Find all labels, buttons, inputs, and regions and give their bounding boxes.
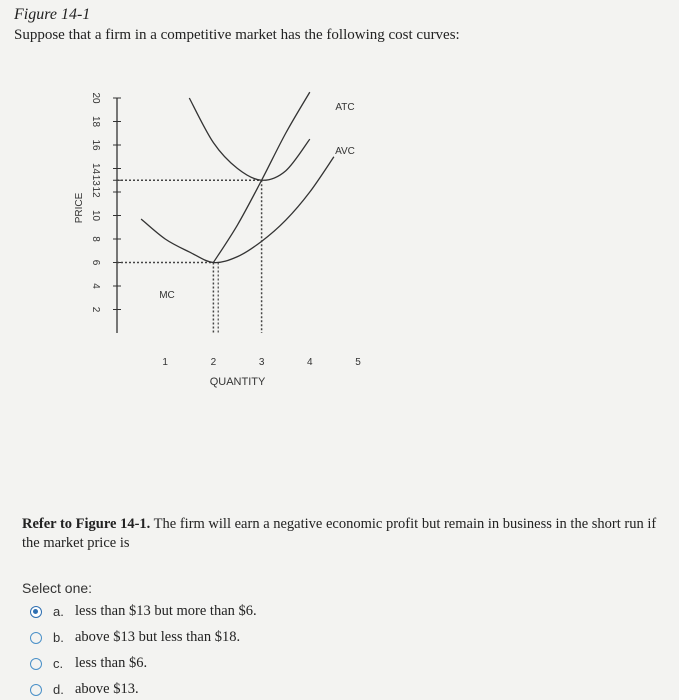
y-tick-label: 14 xyxy=(90,162,101,175)
y-tick-label: 10 xyxy=(90,209,101,222)
x-tick-label: 1 xyxy=(162,357,168,368)
option-letter: d. xyxy=(53,682,64,697)
y-tick-label: 4 xyxy=(90,283,101,289)
x-tick-label: 5 xyxy=(355,357,361,368)
option-text: less than $13 but more than $6. xyxy=(75,603,257,619)
option-letter: c. xyxy=(53,656,64,671)
option-text: above $13. xyxy=(75,681,139,697)
option-text: above $13 but less than $18. xyxy=(75,629,241,645)
radio-c[interactable] xyxy=(30,658,42,670)
radio-b[interactable] xyxy=(30,632,42,644)
option-text: less than $6. xyxy=(75,655,148,671)
x-tick-label: 2 xyxy=(210,357,217,368)
y-tick-label: 2 xyxy=(90,306,101,313)
y-tick-label: 16 xyxy=(90,139,101,151)
option-c[interactable] xyxy=(30,655,147,672)
figure-title: Figure 14-1 xyxy=(14,6,91,23)
y-tick-label: 8 xyxy=(90,236,101,242)
y-tick-label: 6 xyxy=(90,259,101,266)
intro-text: Suppose that a firm in a competitive market has the following cost curves: xyxy=(14,27,460,43)
question-text xyxy=(22,515,672,553)
option-letter: a. xyxy=(53,604,64,619)
series-label-mc: MC xyxy=(159,290,175,301)
x-tick-label: 3 xyxy=(258,357,265,368)
question-body: The firm will earn a negative economic profit but remain in business in the short run if the market price is xyxy=(22,516,657,551)
select-one-label: Select one: xyxy=(22,580,93,596)
x-axis-label: QUANTITY xyxy=(209,376,266,388)
y-tick-label: 12 xyxy=(90,186,101,198)
y-tick-label: 13 xyxy=(90,174,101,186)
y-tick-label: 20 xyxy=(90,92,101,104)
series-label-atc: ATC xyxy=(335,102,355,113)
option-d[interactable] xyxy=(30,681,139,698)
y-tick-label: 18 xyxy=(90,115,101,128)
radio-d[interactable] xyxy=(30,684,42,696)
option-a[interactable] xyxy=(30,603,257,620)
series-avc-curve xyxy=(141,157,334,263)
series-label-avc: AVC xyxy=(335,146,355,157)
series-atc-curve xyxy=(189,98,309,180)
x-tick-label: 4 xyxy=(307,357,313,368)
question-ref: Refer to Figure 14-1. xyxy=(22,516,151,532)
radio-a[interactable] xyxy=(30,606,42,618)
y-axis-label: PRICE xyxy=(74,192,85,224)
cost-curves-chart xyxy=(0,80,679,400)
option-b[interactable] xyxy=(30,629,240,646)
option-letter: b. xyxy=(53,630,64,645)
